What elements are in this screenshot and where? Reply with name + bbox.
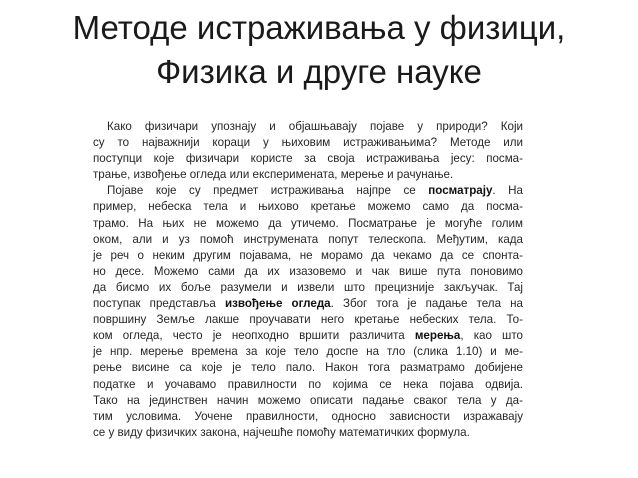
text-segment: поступак представља bbox=[93, 297, 225, 311]
text-line bbox=[93, 183, 523, 199]
text-line: је реч о неким другим појавама, не морамо да чекамо да се спонта- bbox=[93, 248, 523, 262]
text-line: рење висине са које је тело пало. Након тога разматрамо добијене bbox=[93, 361, 523, 375]
text-line: се у виду физичких закона, најчешће помоћу математичких формула. bbox=[93, 425, 470, 439]
bold-term: посматрају bbox=[428, 184, 493, 198]
slide-title-line-2: Физика и друге науке bbox=[156, 53, 482, 90]
text-line: тим условима. Уочене правилности, односно зависности изражавају bbox=[93, 409, 523, 423]
text-line: Како физичари упознају и објашњавају појаве у природи? Који bbox=[107, 120, 523, 133]
text-line bbox=[93, 296, 523, 312]
text-segment: . Због тога је падање тела на bbox=[330, 297, 523, 311]
bold-term: мерења bbox=[414, 329, 461, 343]
text-segment: Појаве које су предмет истраживања најпре се bbox=[107, 184, 429, 198]
text-line: трање, извођење огледа или експеримената, мерење и рачунање. bbox=[93, 168, 454, 182]
text-line: но десе. Можемо сами да их изазовемо и чак више пута поновимо bbox=[93, 264, 523, 278]
text-line: да бисмо их боље разумели и извели што прецизније закључак. Тај bbox=[93, 280, 523, 294]
text-segment: . На bbox=[492, 184, 524, 198]
text-segment: , као што bbox=[460, 329, 523, 343]
slide-title-line-1: Методе истраживања у физици, bbox=[72, 9, 566, 46]
text-line bbox=[93, 328, 523, 344]
text-line: пример, небеска тела и њихово кретање можемо само да посма- bbox=[93, 200, 523, 214]
text-segment: ком огледа, често је неопходно вршити различита bbox=[93, 329, 415, 343]
text-line: Тако на јединствен начин можемо описати падање сваког тела у да- bbox=[93, 393, 523, 407]
text-line: оком, али и уз помоћ инструмената попут телескопа. Међутим, када bbox=[93, 232, 523, 246]
bold-term: извођење огледа bbox=[225, 297, 331, 311]
text-line: површину Земље лакше проучавати него кретање небеских тела. То- bbox=[93, 313, 523, 327]
text-line: су то најважнији кораци у њиховим истраживањима? Методе или bbox=[93, 136, 523, 150]
text-line: трамо. На њих не можемо да утичемо. Посматрање је могуће голим bbox=[93, 216, 523, 230]
textbook-paragraph bbox=[93, 119, 523, 441]
text-line: податке и уочавамо правилности по којима се нека појава одвија. bbox=[93, 377, 523, 391]
text-line: је нпр. мерење времена за које тело доспе на тло (слика 1.10) и ме- bbox=[93, 345, 523, 359]
text-line: поступци које физичари користе за своја истраживања јесу: посма- bbox=[93, 152, 523, 166]
slide-title bbox=[0, 6, 638, 94]
